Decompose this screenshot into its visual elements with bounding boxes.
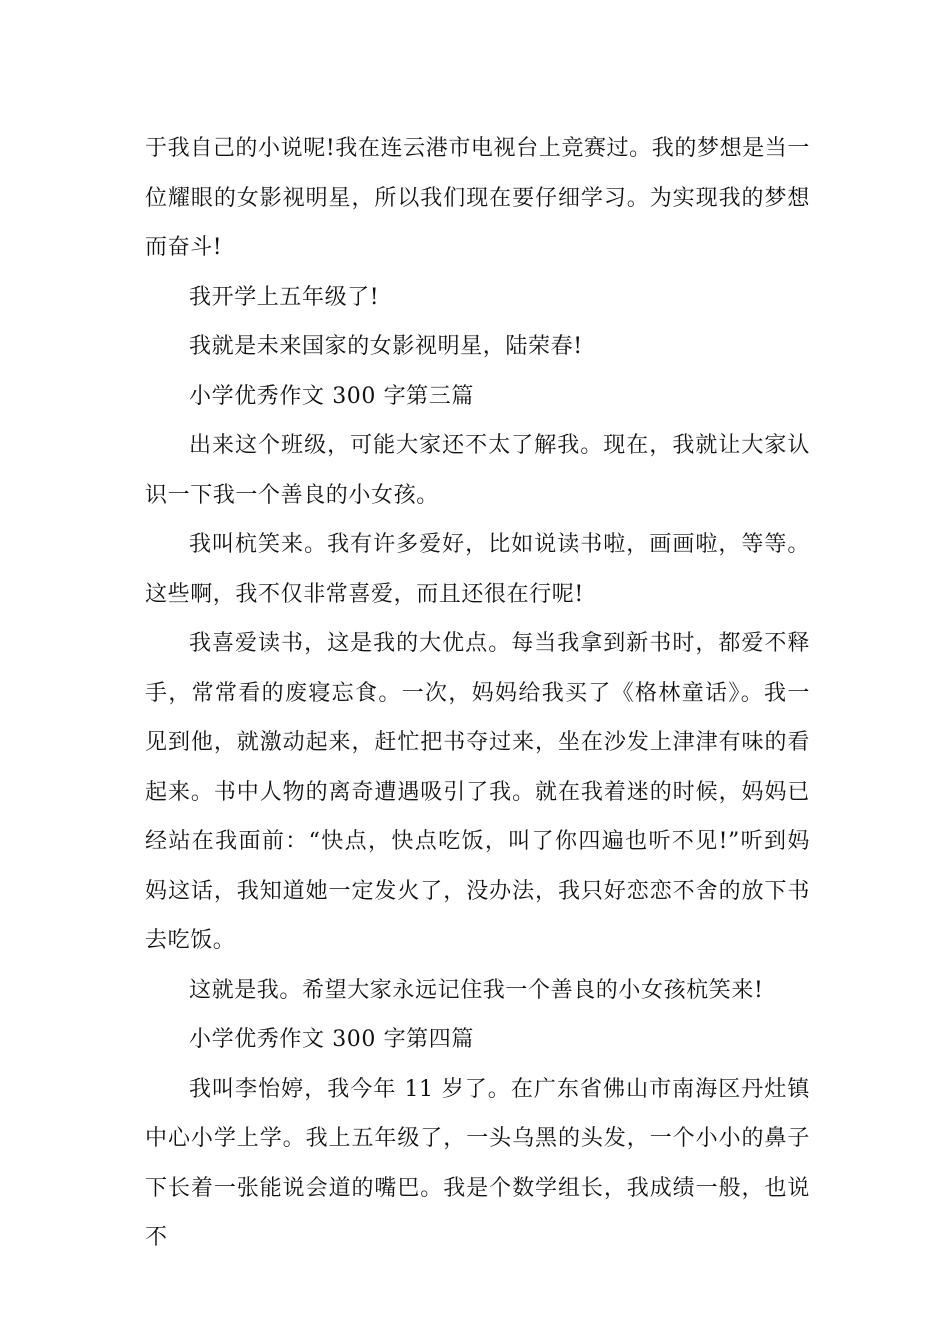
paragraph-hobbies: 我叫杭笑来。我有许多爱好，比如说读书啦，画画啦，等等。这些啊，我不仅非常喜爱，而且还很在行呢! xyxy=(145,532,810,607)
essay-heading-third: 小学优秀作文 300 字第三篇 xyxy=(189,383,474,409)
paragraph-continuation: 于我自己的小说呢!我在连云港市电视台上竞赛过。我的梦想是当一位耀眼的女影视明星，所以我们现在要仔细学习。为实现我的梦想而奋斗! xyxy=(145,136,810,260)
paragraph-dream: 我就是未来国家的女影视明星，陆荣春! xyxy=(189,334,583,359)
paragraph-reading: 我喜爱读书，这是我的大优点。每当我拿到新书时，都爱不释手，常常看的废寝忘食。一次，妈妈给我买了《格林童话》。我一见到他，就激动起来，赶忙把书夺过来，坐在沙发上津津有味的看起来。书中人物的离奇遭遇吸引了我。就在我着迷的时候，妈妈已经站在我面前：“快点，快点吃饭，叫了你四遍也听不见!”听到妈妈这话，我知道她一定发火了，没办法，我只好恋恋不舍的放下书去吃饭。 xyxy=(145,631,810,953)
paragraph-li-yiting: 我叫李怡婷，我今年 11 岁了。在广东省佛山市南海区丹灶镇中心小学上学。我上五年级了，一头乌黑的头发，一个小小的鼻子下长着一张能说会道的嘴巴。我是个数学组长，我成绩一般，也说不 xyxy=(145,1076,810,1250)
document-page xyxy=(145,0,810,1344)
paragraph-closing: 这就是我。希望大家永远记住我一个善良的小女孩杭笑来! xyxy=(189,977,764,1003)
top-margin xyxy=(145,0,810,124)
paragraph-intro: 出来这个班级，可能大家还不太了解我。现在，我就让大家认识一下我一个善良的小女孩。 xyxy=(145,433,810,508)
paragraph-grade: 我开学上五年级了! xyxy=(189,284,380,310)
essay-heading-fourth: 小学优秀作文 300 字第四篇 xyxy=(189,1027,474,1052)
